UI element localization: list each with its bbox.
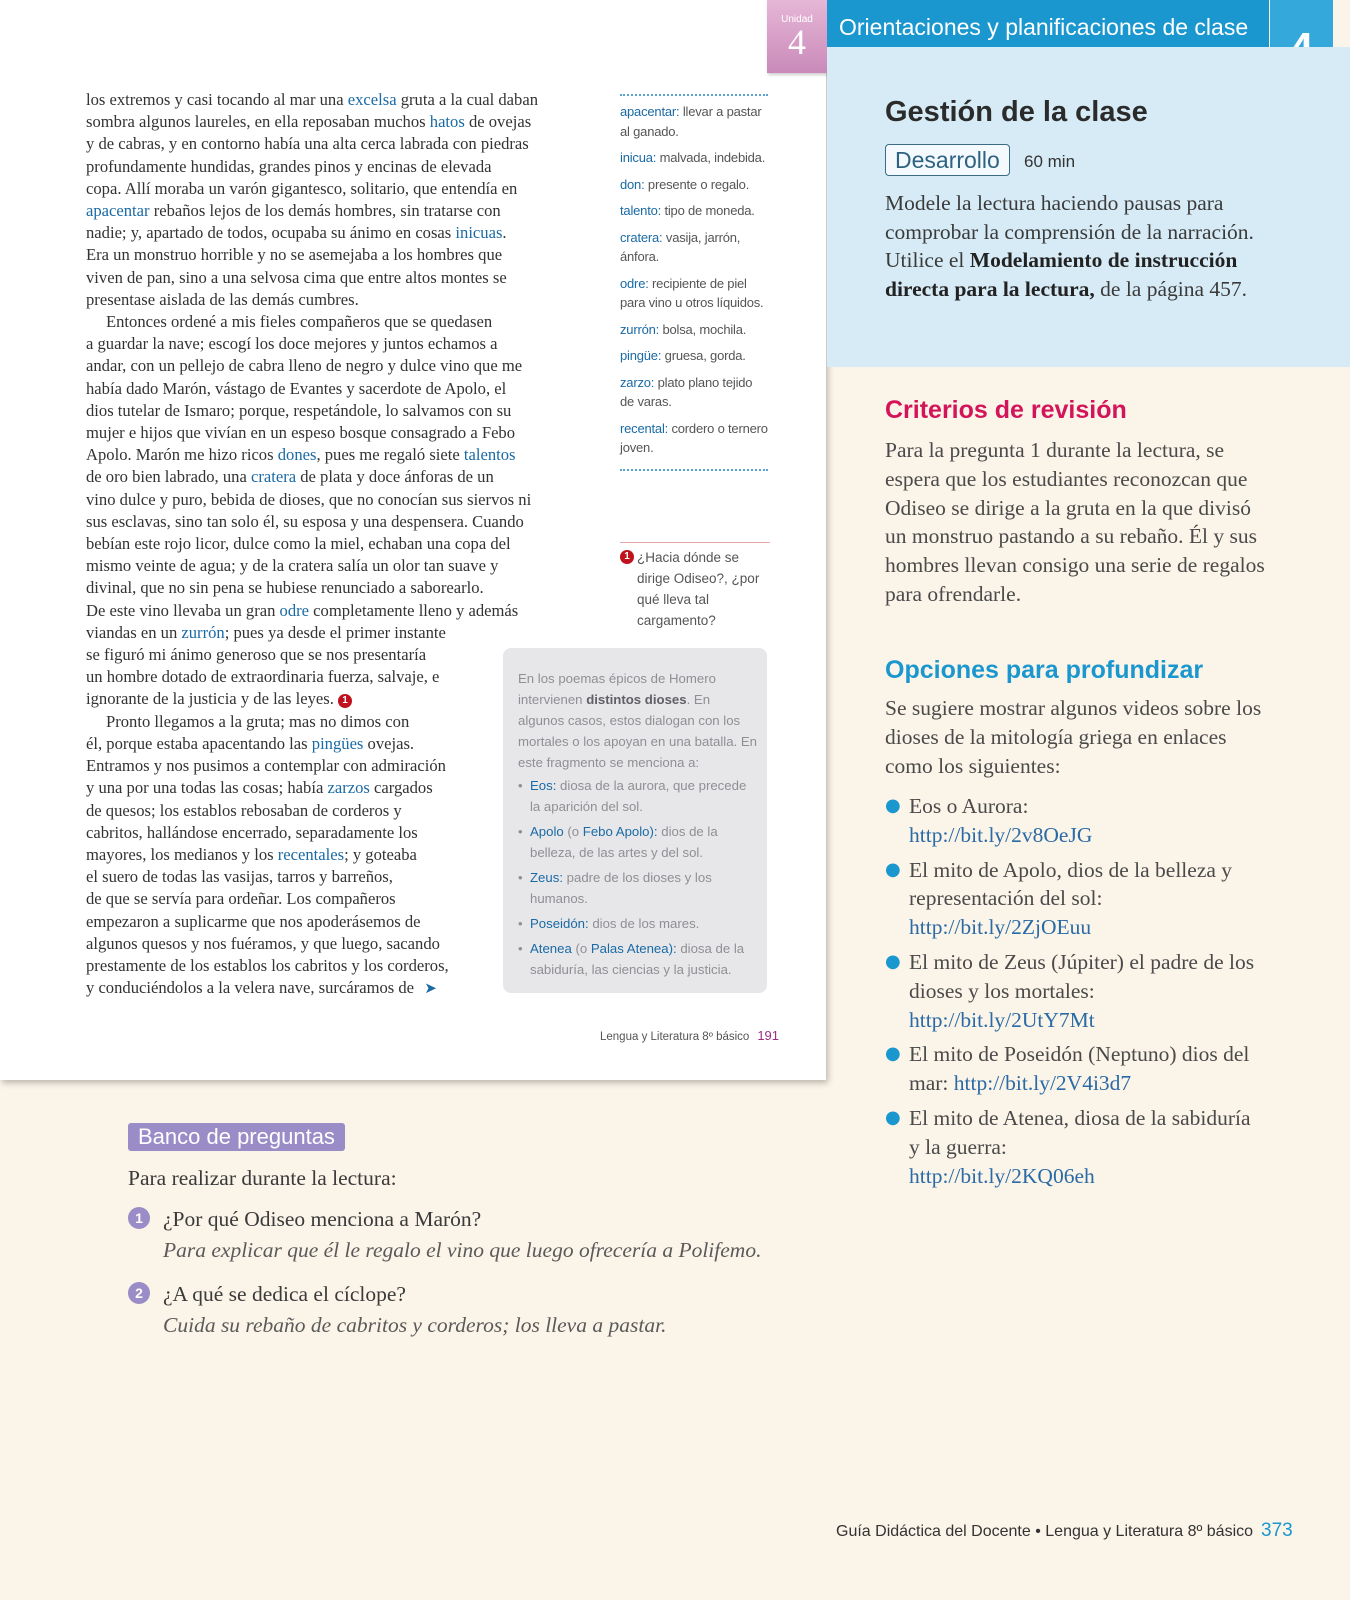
video-url-link[interactable]: http://bit.ly/2V4i3d7	[953, 1071, 1132, 1096]
glossary-term: zarzo:	[620, 374, 655, 390]
story-text-run: de que se servía para ordeñar. Los compañeros	[86, 889, 396, 909]
glossary-item	[620, 148, 768, 168]
question-number: 2	[128, 1282, 150, 1304]
glossary-item	[620, 228, 768, 267]
glossary-word: zarzos	[327, 778, 370, 798]
glossary-term: pingüe:	[620, 348, 662, 363]
story-line	[86, 466, 596, 488]
god-description: dios de los mares.	[588, 916, 700, 931]
story-text-run: de ovejas	[464, 112, 532, 132]
story-line	[86, 378, 596, 400]
question-text: ¿Hacia dónde se dirige Odiseo?, ¿por qué lleva tal cargamento?	[637, 550, 760, 628]
info-item-text	[530, 913, 699, 934]
video-url-link[interactable]: http://bit.ly/2v8OeJG	[909, 822, 1093, 847]
glossary-term: recental:	[620, 420, 669, 436]
story-text-run: divinal, que no sin pena se hubiese renunciado a saborearlo.	[86, 578, 484, 598]
story-line	[86, 311, 596, 333]
story-text-run: de quesos; los establos rebosaban de corderos y	[86, 800, 402, 820]
glossary-word: pingües	[311, 733, 364, 753]
phase-duration: 60 min	[1024, 152, 1076, 171]
story-text-run: de plata y doce ánforas de un	[296, 467, 494, 487]
info-item	[503, 911, 767, 936]
god-name: Palas Atenea):	[590, 941, 677, 956]
link-description: El mito de Atenea, diosa de la sabiduría y la guerra:	[909, 1105, 1251, 1159]
phase-label: Desarrollo	[885, 144, 1010, 176]
story-text-run: el suero de todas las vasijas, tarros y barreños,	[86, 867, 393, 887]
glossary-term: don:	[620, 176, 645, 192]
glossary-term: talento:	[620, 203, 662, 218]
criterios-text: Para la pregunta 1 durante la lectura, se espera que los estudiantes reconozcan que Odiseo se dirige a la gruta en la que divisó un monstruo pastando a su rebaño. Él y sus hombres llevan consigo una serie de regalos para ofrendarle.	[885, 438, 1265, 606]
glossary-definition: tipo de moneda.	[661, 203, 755, 218]
gestion-title: Gestión de la clase	[885, 96, 1148, 128]
story-text-run: viandas en un	[86, 622, 182, 642]
story-line	[86, 222, 596, 244]
glossary-word: zurrón	[181, 622, 225, 642]
link-description: El mito de Zeus (Júpiter) el padre de los dioses y los mortales:	[909, 949, 1255, 1003]
video-link-item	[885, 1040, 1255, 1098]
glossary-definition: presente o regalo.	[644, 176, 750, 192]
story-line	[86, 577, 596, 599]
info-item-text	[530, 867, 757, 909]
info-item	[503, 773, 767, 819]
glossary-word: apacentar	[86, 201, 150, 221]
story-text-run: prestamente de los establos los cabritos y los corderos,	[86, 955, 449, 975]
glossary-term: apacentar:	[620, 104, 680, 119]
glossary-term: inicua:	[620, 150, 657, 165]
story-text-run: a guardar la nave; escogí los doce mejores y juntos echamos a	[86, 334, 498, 354]
glossary-item	[620, 175, 768, 195]
story-text-run: sus esclavas, sino tan solo él, su esposa y una despensera. Cuando	[86, 511, 524, 531]
god-description: diosa de la aurora, que precede la aparición del sol.	[530, 778, 747, 814]
god-name: Zeus:	[530, 870, 563, 885]
banco-intro: Para realizar durante la lectura:	[128, 1166, 397, 1190]
glossary-item	[620, 201, 768, 221]
student-page-footer	[600, 1028, 779, 1043]
story-text-run: se figuró mi ánimo generoso que se nos presentaría	[86, 645, 427, 665]
info-item-text	[530, 938, 757, 980]
story-line	[86, 400, 596, 422]
god-description: (o	[571, 941, 591, 956]
opciones-text: Se sugiere mostrar algunos videos sobre los dioses de la mitología griega en enlaces como los siguientes:	[885, 696, 1262, 778]
story-line	[86, 89, 596, 111]
story-line	[86, 267, 596, 289]
video-url-link[interactable]: http://bit.ly/2KQ06eh	[909, 1163, 1095, 1188]
story-text-run: rebaños lejos de los demás hombres, sin tratarse con	[149, 201, 501, 221]
story-line	[86, 178, 596, 200]
bullet-icon: •	[518, 870, 523, 885]
glossary-word: inicuas	[455, 223, 503, 243]
story-text-run: Era un monstruo horrible y no se asemejaba a los hombres que	[86, 245, 503, 265]
story-text-run: empezaron a suplicarme que nos apoderásemos de	[86, 911, 421, 931]
info-item	[503, 936, 767, 982]
glossary-item	[620, 320, 768, 340]
story-text-run: un hombre dotado de extraordinaria fuerza, salvaje, e	[86, 667, 440, 687]
story-text-run: Entonces ordené a mis fieles compañeros que se quedasen	[106, 312, 493, 332]
story-line	[86, 489, 596, 511]
god-name: Apolo	[530, 824, 564, 839]
header-title: Orientaciones y planificaciones de clase	[839, 14, 1249, 40]
glossary-word: dones	[277, 445, 317, 465]
story-line	[86, 133, 596, 155]
info-item	[503, 819, 767, 865]
story-text-run: de oro bien labrado, una	[86, 467, 251, 487]
story-text-run: mismo veinte de agua; y de la cratera salía un olor tan suave y	[86, 556, 499, 576]
story-text-run: , pues me regaló siete	[316, 445, 464, 465]
bullet-icon: ●	[885, 795, 901, 816]
story-line	[86, 156, 596, 178]
bullet-icon: ●	[885, 858, 901, 880]
story-text-run: había dado Marón, vástago de Evantes y sacerdote de Apolo, el	[86, 378, 507, 398]
question-marker: 1	[620, 550, 634, 564]
video-links-list	[885, 792, 1255, 1196]
god-description: dios de la belleza, de las artes y del sol.	[530, 824, 718, 860]
story-text-run: andar, con un pellejo de cabra lleno de negro y dulce vino que me	[86, 356, 523, 376]
unit-number: 4	[788, 22, 806, 62]
story-text-run: y conduciéndolos a la velera nave, surcáramos de	[86, 978, 419, 998]
info-item-text	[530, 775, 757, 817]
story-line	[86, 111, 596, 133]
header-bar	[827, 0, 1269, 47]
story-line	[86, 422, 596, 444]
story-text-run: y de cabras, y en contorno había una alta cerca labrada con piedras	[86, 134, 529, 154]
banco-question	[128, 1280, 808, 1342]
story-line	[86, 244, 596, 266]
unit-tab	[767, 0, 827, 73]
story-text-run: viven de pan, sino a una selvosa cima que entre altos montes se	[86, 267, 507, 287]
glossary-definition: vasija, jarrón, ánfora.	[620, 229, 741, 264]
video-link-item	[885, 1104, 1255, 1190]
story-line	[86, 622, 596, 644]
story-text-run: cargados	[369, 778, 433, 798]
video-url-link[interactable]: http://bit.ly/2ZjOEuu	[909, 915, 1092, 940]
god-description: diosa de la sabiduría, las ciencias y la justicia.	[530, 941, 745, 977]
story-text-run: Apolo. Marón me hizo ricos	[86, 445, 278, 465]
story-text-run: profundamente hundidas, grandes pinos y encinas de elevada	[86, 156, 492, 176]
story-text-run: ; pues ya desde el primer instante	[224, 622, 446, 642]
story-text-run: mayores, los medianos y los	[86, 844, 278, 864]
story-text-run: algunos quesos y nos fuéramos, y que luego, sacando	[86, 933, 440, 953]
story-line	[86, 289, 596, 311]
glossary-item	[620, 373, 768, 412]
glossary-word: talentos	[463, 445, 516, 465]
glossary-definition: llevar a pastar al ganado.	[620, 104, 762, 139]
glossary-item	[620, 346, 768, 366]
story-text-run: ignorante de la justicia y de las leyes.	[86, 689, 339, 709]
bullet-icon: •	[518, 941, 523, 956]
story-text-run: completamente lleno y además	[309, 600, 519, 620]
glossary-definition: gruesa, gorda.	[661, 348, 746, 363]
glossary-item	[620, 274, 768, 313]
story-text-run: De este vino llevaba un gran	[86, 600, 280, 620]
glossary-box	[620, 94, 768, 471]
story-text-run: mujer e hijos que vivían en un espeso bosque consagrado a Febo	[86, 423, 516, 443]
bullet-icon: ●	[885, 1106, 901, 1128]
banco-title: Banco de preguntas	[128, 1123, 345, 1151]
video-link-text	[909, 1040, 1255, 1098]
reading-question-box	[620, 542, 770, 631]
glossary-word: excelsa	[347, 90, 397, 109]
story-line	[86, 533, 596, 555]
bullet-icon: •	[518, 778, 523, 793]
bullet-icon: •	[518, 916, 523, 931]
glossary-term: cratera:	[620, 229, 663, 245]
glossary-definition: malvada, indebida.	[656, 150, 766, 165]
glossary-definition: recipiente de piel para vino u otros líquidos.	[620, 275, 764, 310]
video-link-text	[909, 948, 1255, 1034]
link-description: El mito de Poseidón (Neptuno) dios del mar:	[909, 1042, 1250, 1096]
story-line	[86, 555, 596, 577]
gods-info-box	[503, 648, 767, 993]
banco-question	[128, 1205, 808, 1267]
guide-page-number: 373	[1261, 1520, 1293, 1541]
glossary-term: zurrón:	[620, 321, 660, 337]
video-link-text	[909, 856, 1255, 942]
continue-arrow-icon: ➤	[424, 979, 437, 998]
link-description: El mito de Apolo, dios de la belleza y representación del sol:	[909, 857, 1233, 911]
story-text-run: presentase aislada de las demás cumbres.	[86, 289, 359, 309]
story-text-run: vino dulce y puro, bebida de dioses, que no conocían sus siervos ni	[86, 489, 532, 509]
glossary-definition: bolsa, mochila.	[659, 321, 747, 337]
info-intro: En los poemas épicos de Homero intervienen distintos dioses. En algunos casos, estos dialogan con los mortales o los apoyan en una batalla. En este fragmento se menciona a:	[518, 671, 757, 770]
story-text-run: ; y goteaba	[344, 844, 417, 864]
story-text-run: bebían este rojo licor, dulce como la miel, echaban una copa del	[86, 534, 511, 554]
guide-footer-text: Guía Didáctica del Docente • Lengua y Literatura 8º básico	[836, 1523, 1254, 1540]
video-link-item	[885, 856, 1255, 942]
story-line	[86, 511, 596, 533]
story-text-run: .	[502, 223, 507, 243]
glossary-word: recentales	[277, 844, 345, 864]
video-link-text	[909, 1104, 1255, 1190]
student-footer-text: Lengua y Literatura 8º básico	[600, 1031, 750, 1043]
glossary-term: odre:	[620, 275, 649, 291]
video-url-link[interactable]: http://bit.ly/2UtY7Mt	[909, 1007, 1095, 1032]
story-text-run: Entramos y nos pusimos a contemplar con admiración	[86, 756, 446, 776]
video-link-text	[909, 792, 1092, 850]
story-text-run: él, porque estaba apacentando las	[86, 733, 312, 753]
question-text: ¿A qué se dedica el cíclope?	[163, 1282, 406, 1306]
story-line	[86, 444, 596, 466]
story-line	[86, 200, 596, 222]
info-item-text	[530, 821, 757, 863]
glossary-word: hatos	[429, 112, 465, 132]
bullet-icon: ●	[885, 1043, 901, 1065]
story-text-run: ovejas.	[363, 733, 415, 753]
story-text-run: gruta a la cual daban	[396, 90, 538, 109]
story-text-run: sombra algunos laureles, en ella reposaban muchos	[86, 112, 430, 132]
unit-label: Unidad	[781, 14, 813, 25]
question-number: 1	[128, 1207, 150, 1229]
glossary-definition: cordero o ternero joven.	[620, 420, 768, 455]
glossary-word: odre	[279, 600, 310, 620]
video-link-item	[885, 948, 1255, 1034]
story-line	[86, 355, 596, 377]
link-description: Eos o Aurora:	[909, 794, 1029, 818]
story-text-run: Pronto llegamos a la gruta; mas no dimos con	[106, 711, 410, 731]
expected-answer: Cuida su rebaño de cabritos y corderos; los lleva a pastar.	[163, 1313, 667, 1337]
glossary-item	[620, 102, 768, 141]
opciones-title: Opciones para profundizar	[885, 656, 1204, 684]
god-description: padre de los dioses y los humanos.	[530, 870, 712, 906]
info-item	[503, 865, 767, 911]
glossary-word: cratera	[250, 467, 297, 487]
story-line	[86, 600, 596, 622]
glossary-definition: plato plano tejido de varas.	[620, 374, 753, 409]
gestion-text: Modele la lectura haciendo pausas para comprobar la comprensión de la narración. Utilice el Modelamiento de instrucción directa para la lectura, de la página 457.	[885, 191, 1254, 301]
story-text-run: nadie; y, apartado de todos, ocupaba su ánimo en cosas	[86, 223, 456, 243]
story-text-run: copa. Allí moraba un varón gigantesco, solitario, que entendía en	[86, 178, 518, 198]
god-description: (o	[563, 824, 583, 839]
guide-footer	[836, 1520, 1293, 1542]
video-link-item	[885, 792, 1255, 850]
story-line	[86, 333, 596, 355]
glossary-item	[620, 419, 768, 458]
god-name: Atenea	[530, 941, 572, 956]
student-page-number: 191	[757, 1028, 780, 1043]
god-name: Eos:	[530, 778, 557, 793]
question-text: ¿Por qué Odiseo menciona a Marón?	[163, 1207, 482, 1231]
question-marker: 1	[338, 694, 352, 708]
bullet-icon: ●	[885, 950, 901, 972]
criterios-title: Criterios de revisión	[885, 396, 1127, 424]
story-text-run: los extremos y casi tocando al mar una	[86, 90, 348, 109]
bullet-icon: •	[518, 824, 523, 839]
story-text-run: dios tutelar de Ismaro; porque, respetándole, lo salvamos con su	[86, 400, 512, 420]
story-text-run: y una por una todas las cosas; había	[86, 778, 328, 798]
god-name: Febo Apolo):	[582, 824, 658, 839]
story-text-run: cabritos, hallándose encerrado, separadamente los	[86, 822, 418, 842]
god-name: Poseidón:	[530, 916, 589, 931]
expected-answer: Para explicar que él le regalo el vino que luego ofrecería a Polifemo.	[163, 1238, 762, 1262]
